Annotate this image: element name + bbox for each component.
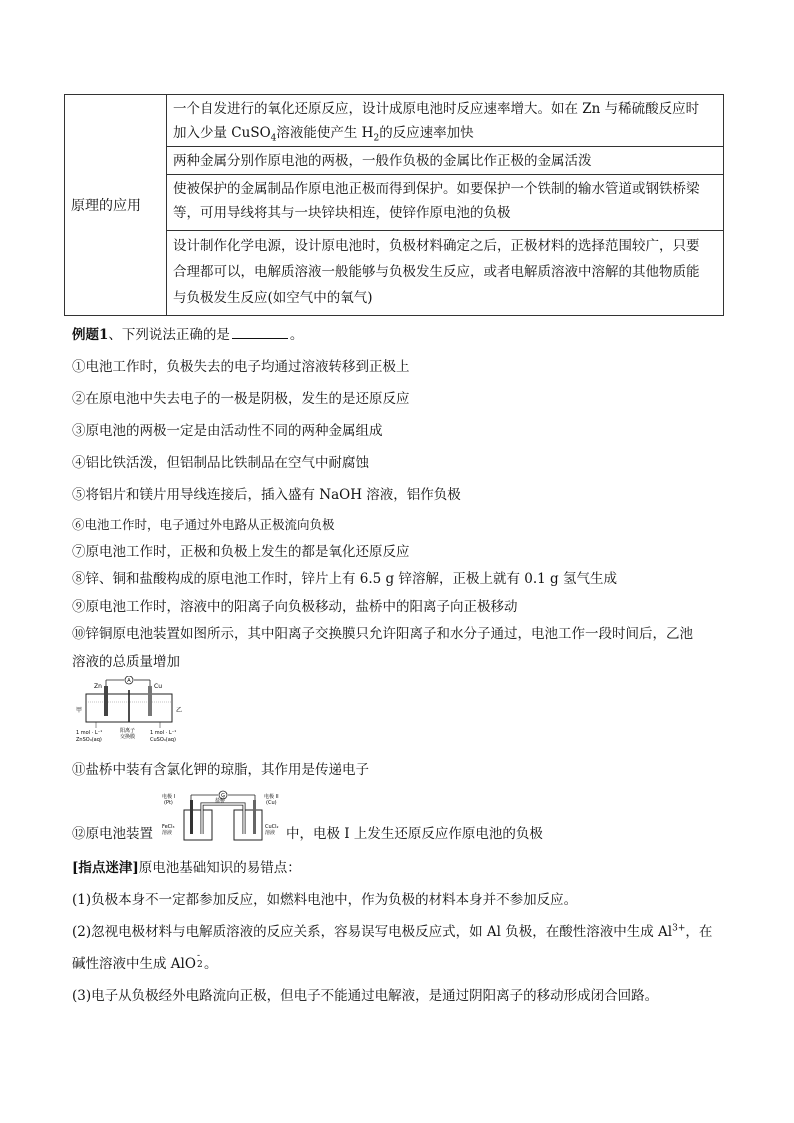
tip-title: [指点迷津] xyxy=(72,860,139,876)
electrode2-label: 电极 II xyxy=(264,794,279,800)
electrode2-material: (Cu) xyxy=(266,800,277,806)
table-row xyxy=(167,231,723,317)
tip-p2b-sub: 2 xyxy=(196,960,203,970)
left-solution-word: 溶液 xyxy=(162,830,173,836)
left-solution-name: FeCl₃ xyxy=(162,824,175,830)
right-solution-name: CuCl₂ xyxy=(265,824,279,830)
list-item: ⑨原电池工作时，溶液中的阳离子向负极移动，盐桥中的阳离子向正极移动 xyxy=(72,599,518,615)
yi-label: 乙 xyxy=(176,707,183,714)
row2-line: 两种金属分别作原电池的两极，一般作负极的金属比作正极的金属活泼 xyxy=(173,153,592,169)
row1-sub2: 2 xyxy=(373,133,380,144)
galvanometer-label: G xyxy=(221,793,225,799)
tip-p2a-end: ，在 xyxy=(685,924,713,940)
example-question-text: 、下列说法正确的是 xyxy=(108,327,230,343)
row4-line-b: 合理都可以，电解质溶液一般能够与负极发生反应，或者电解质溶液中溶解的其他物质能 xyxy=(173,264,700,280)
list-item: ①电池工作时，负极失去的电子均通过溶液转移到正极上 xyxy=(72,359,410,375)
jia-label: 甲 xyxy=(76,707,83,714)
row1-b1: 加入少量 CuSO xyxy=(173,125,271,141)
table-label-text: 原理的应用 xyxy=(71,198,141,214)
row1-b3: 的反应速率加快 xyxy=(379,125,474,141)
list-item: 中，电极 I 上发生还原反应作原电池的负极 xyxy=(286,826,543,842)
row4-line-a: 设计制作化学电源，设计原电池时，负极材料确定之后，正极材料的选择范围较广，只要 xyxy=(173,238,700,254)
zn-label: Zn xyxy=(94,683,102,690)
tip-point-2b xyxy=(72,952,217,972)
table-rows xyxy=(167,95,723,315)
principle-application-table xyxy=(64,94,724,316)
list-item: ⑥电池工作时，电子通过外电路从正极流向负极 xyxy=(72,517,335,532)
salt-bridge-label: 盐桥 xyxy=(215,798,226,804)
membrane-label-1: 阳离子 xyxy=(120,728,136,734)
electrode1-material: (Pt) xyxy=(164,800,173,806)
zinc-copper-cell-diagram xyxy=(74,676,194,746)
example-question xyxy=(72,323,303,343)
list-item: ④铝比铁活泼，但铝制品比铁制品在空气中耐腐蚀 xyxy=(72,455,369,471)
table-row xyxy=(167,147,723,175)
right-solution-label: CuSO₄(aq) xyxy=(150,737,176,743)
ammeter-label: A xyxy=(127,678,131,684)
tip-p2b-script xyxy=(196,951,204,970)
left-conc-label: 1 mol · L⁻¹ xyxy=(76,730,103,736)
left-solution-label: ZnSO₄(aq) xyxy=(76,737,102,743)
tip-header xyxy=(72,856,301,876)
tip-p2b-end: 。 xyxy=(203,956,218,972)
list-item: 溶液的总质量增加 xyxy=(72,654,180,670)
electrode1-label: 电极 I xyxy=(162,794,176,800)
membrane-label-2: 交换膜 xyxy=(120,734,136,740)
table-label xyxy=(65,95,167,315)
row1-b2: 溶液能使产生 H xyxy=(276,125,374,141)
list-item: ⑤将铝片和镁片用导线连接后，插入盛有 NaOH 溶液，铝作负极 xyxy=(72,487,461,503)
row3-line-a: 使被保护的金属制品作原电池正极而得到保护。如要保护一个铁制的输水管道或钢铁桥梁 xyxy=(173,181,700,197)
list-item: ⑫原电池装置 xyxy=(72,826,153,842)
example-end: 。 xyxy=(289,327,304,343)
row1-line-a: 一个自发进行的氧化还原反应，设计成原电池时反应速率增大。如在 Zn 与稀硫酸反应时 xyxy=(173,101,700,117)
tip-p2a-text: (2)忽视电极材料与电解质溶液的反应关系，容易误写电极反应式，如 Al 负极，在酸性溶液中生成 Al xyxy=(72,924,673,940)
tip-point-1: (1)负极本身不一定都参加反应，如燃料电池中，作为负极的材料本身并不参加反应。 xyxy=(72,892,578,908)
list-item: ⑪盐桥中装有含氯化钾的琼脂，其作用是传递电子 xyxy=(72,762,369,778)
row4-line-c: 与负极发生反应(如空气中的氧气) xyxy=(173,290,373,306)
table-row xyxy=(167,175,723,231)
table-row xyxy=(167,95,723,147)
answer-blank xyxy=(232,326,288,339)
list-item: ⑦原电池工作时，正极和负极上发生的都是氧化还原反应 xyxy=(72,544,410,560)
tip-point-3: (3)电子从负极经外电路流向正极，但电子不能通过电解液，是通过阴阳离子的移动形成闭合回路。 xyxy=(72,988,659,1004)
salt-bridge-cell-diagram xyxy=(160,790,286,844)
right-solution-word: 溶液 xyxy=(265,830,276,836)
list-item: ⑧锌、铜和盐酸构成的原电池工作时，锌片上有 6.5 g 锌溶解，正极上就有 0.1 g 氢气生成 xyxy=(72,571,617,587)
cu-label: Cu xyxy=(154,683,162,690)
tip-p2a-sup: 3+ xyxy=(672,923,686,934)
tip-p2b-text: 碱性溶液中生成 AlO xyxy=(72,956,196,972)
tip-point-2a xyxy=(72,920,712,940)
row3-line-b: 等，可用导线将其与一块锌块相连，使锌作原电池的负极 xyxy=(173,205,511,221)
list-item: ⑩锌铜原电池装置如图所示，其中阳离子交换膜只允许阳离子和水分子通过，电池工作一段时间后，乙池 xyxy=(72,626,693,642)
row1-sub1: 4 xyxy=(270,133,277,144)
list-item: ③原电池的两极一定是由活动性不同的两种金属组成 xyxy=(72,423,383,439)
tip-p2b-sup: - xyxy=(196,951,200,961)
list-item: ②在原电池中失去电子的一极是阴极，发生的是还原反应 xyxy=(72,391,410,407)
example-title: 例题1 xyxy=(72,327,109,343)
right-conc-label: 1 mol · L⁻¹ xyxy=(150,730,177,736)
tip-intro: 原电池基础知识的易错点： xyxy=(138,860,301,876)
